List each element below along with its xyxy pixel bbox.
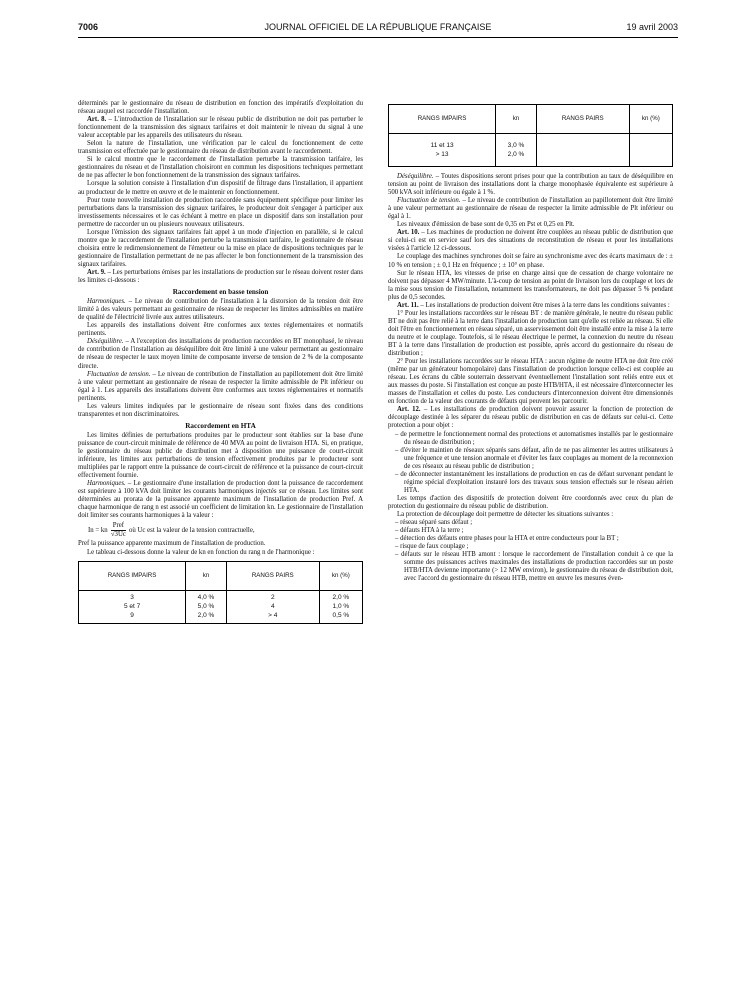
paragraph: 1° Pour les installations raccordées sur le réseau BT : de manière générale, le neutre du réseau public BT ne doit pas être relié à la terre dans l'installation de production tant qu'elle est reliée au réseau. Si elle doit l'être en fonctionnement en réseau séparé, un asservissement doit être installé entre la mise à la terre du neutre et le couplage. Toutefois, si le réseau électrique le permet, la connexion du neutre du réseau BT à la terre dans l'installation de production est possible, après accord du gestionnaire du réseau de distribution ; [388, 309, 673, 358]
table-cell [536, 134, 629, 167]
detection-situations-list [388, 519, 673, 583]
list-item: – de déconnecter instantanément les installations de production en cas de défaut survenant pendant le régime spécial d'exploitation instauré lors des travaux sous tension effectués sur le réseau aérien HTA. [404, 471, 673, 495]
column-header: RANGS IMPAIRS [389, 105, 496, 134]
article-11: Art. 11. – Les installations de production doivent être mises à la terre dans les conditions suivantes : [397, 301, 670, 309]
paragraph: Les appareils des installations doivent être conformes aux textes réglementaires et normatifs pertinents. [78, 322, 363, 338]
paragraph: Pour toute nouvelle installation de production raccordée sans équipement spécifique pour limiter les perturbations dans la transmission des signaux tarifaires, le producteur doit s'engager à participer aux investissements nécessaires et le cas échéant à mettre en place un dispositif dans son installation pour permettre de raccorder un ou plusieurs nouveaux utilisateurs. [78, 196, 363, 228]
article-label: Art. 12. [397, 406, 421, 414]
desequilibre-hta: Déséquilibre. – Toutes dispositions seront prises pour que la contribution au taux de déséquilibre en tension au point de livraison des installations dont la charge monophasée équivalente est supérieure à 500 kVA soit inférieure ou égale à 1 %. [388, 173, 673, 197]
desequilibre-bt: Déséquilibre. – A l'exception des installations de production raccordées en BT monophasé, le niveau de contribution de l'installation au déséquilibre doit être limité à une valeur permettant au gestionnaire de réseau de respecter le taux moyen limite de composante inverse de tension de 2 % de la composante directe. [78, 338, 363, 370]
article-label: Art. 9. [87, 268, 106, 276]
table-cell: 2,0 % 1,0 % 0,5 % [319, 590, 362, 623]
table-cell: 4,0 % 5,0 % 2,0 % [186, 590, 227, 623]
article-label: Art. 8. [87, 116, 107, 124]
column-header: kn (%) [629, 105, 672, 134]
paragraph: 2° Pour les installations raccordées sur le réseau HTA : aucun régime de neutre HTA ne doit être créé (même par un générateur homopolaire) dans l'installation de production lorsque celle-ci est couplée au réseau. Les écrans du câble souterrain desservant éventuellement l'installation sont reliés entre eux et aux masses du poste. Si l'installation est conçue au poste HTB/HTA, il est nécessaire d'interconnecter les masses de l'installation et celles du poste. Les conducteurs d'interconnexion doivent être dimensionnés en fonction de la valeur des courants de défauts qui peuvent les parcourir. [388, 358, 673, 406]
paragraph: déterminés par le gestionnaire du réseau de distribution en fonction des impératifs d'exploitation du réseau auquel est raccordée l'installation. [78, 100, 363, 116]
formula-lhs: In = kn [88, 526, 108, 534]
list-item: – détection des défauts entre phases pour la HTA et entre conducteurs pour la BT ; [404, 535, 673, 543]
journal-title: JOURNAL OFFICIEL DE LA RÉPUBLIQUE FRANÇAISE [264, 22, 492, 32]
article-10: Art. 10. – Les machines de production ne doivent être couplées au réseau public de distribution que si celui-ci est en service sauf lors des situations de reconstitution de réseau et pour les installations visées à l'article 12 ci-dessous. [388, 229, 673, 253]
column-header: RANGS PAIRS [536, 105, 629, 134]
list-item: – risque de faux couplage ; [404, 543, 673, 551]
paragraph: Sur le réseau HTA, les vitesses de prise en charge ainsi que de cessation de charge volontaire ne doivent pas dépasser 4 MW/minute. L'à-coup de tension au point de livraison lors du couplage et lors de la mise sous tension de l'installation, notamment les transformateurs, ne doit pas dépasser 5 % pendant plus de 0,5 secondes. [388, 269, 673, 301]
table-cell: 2 4 > 4 [226, 590, 319, 623]
table-cell: 3,0 % 2,0 % [496, 134, 537, 167]
fluctuation-hta: Fluctuation de tension. – Le niveau de contribution de l'installation au papillotement doit être limité à une valeur permettant au gestionnaire de réseau de respecter la limite admissible de Plt inférieur ou égal à 1. [388, 197, 673, 221]
formula-rhs: où Uc est la valeur de la tension contractuelle, [129, 526, 255, 534]
list-item: – défauts sur le réseau HTB amont : lorsque le raccordement de l'installation conduit à ce que la somme des puissances actives maximales des installations de production raccordées sur un poste HTB/HTA devienne importante (> 12 MW environ), le gestionnaire du réseau de distribution doit, avec l'accord du gestionnaire du réseau HTB, mettre en œuvre les mesures éven- [404, 551, 673, 583]
fluctuation-bt: Fluctuation de tension. – Le niveau de contribution de l'installation au papillotement doit être limité à une valeur permettant au gestionnaire de réseau de respecter la limite admissible de Plt inférieur ou égal à 1. Les appareils des installations doivent être conformes aux textes réglementaires et normatifs pertinents. [78, 370, 363, 402]
column-header: RANGS IMPAIRS [79, 561, 186, 590]
paragraph: La protection de découplage doit permettre de détecter les situations suivantes : [397, 510, 614, 518]
paragraph: Lorsque la solution consiste à l'installation d'un dispositif de filtrage dans l'installation, il appartient au producteur de le mettre en œuvre et de le maintenir en fonctionnement. [78, 180, 363, 196]
protection-objectives-list [388, 431, 673, 495]
list-item: – défauts HTA à la terre ; [404, 527, 673, 535]
table-cell [629, 134, 672, 167]
paragraph: Les limites définies de perturbations produites par le producteur sont établies sur la base d'une puissance de court-circuit minimale de référence de 40 MVA au point de livraison HTA. Si, en pratique, le gestionnaire du réseau public de distribution met à disposition une puissance de court-circuit inférieure, les limites aux perturbations de tension effectivement produites par le producteur sont multipliées par le rapport entre la puissance de court-circuit de référence et la puissance de court-circuit effectivement fournie. [78, 431, 363, 480]
table-cell: 3 5 et 7 9 [79, 590, 186, 623]
paragraph: Le tableau ci-dessous donne la valeur de kn en fonction du rang n de l'harmonique : [87, 548, 315, 556]
paragraph: Selon la nature de l'installation, une vérification par le calcul du fonctionnement de cette transmission est effectuée par le gestionnaire du réseau de distribution avant le raccordement. [78, 140, 363, 156]
paragraph: Les temps d'action des dispositifs de protection doivent être coordonnés avec ceux du plan de protection du gestionnaire du réseau public de distribution. [388, 494, 673, 510]
section-heading-bt: Raccordement en basse tension [172, 288, 269, 297]
paragraph: Si le calcul montre que le raccordement de l'installation perturbe la transmission tarifaire, les gestionnaires du réseau et de l'installation choisiront en commun les dispositions techniques permettant de ne pas affecter le bon fonctionnement de la transmission des signaux tarifaires. [78, 156, 363, 180]
table-cell: 11 et 13 > 13 [389, 134, 496, 167]
section-heading-hta: Raccordement en HTA [185, 421, 256, 430]
article-label: Art. 10. [397, 229, 420, 237]
table-row [389, 134, 673, 167]
formula-numerator: Pref [111, 522, 126, 531]
column-header: kn [186, 561, 227, 590]
harmoniques-hta: Harmoniques. – Le gestionnaire d'une installation de production dont la puissance de raccordement est supérieure à 100 kVA doit limiter les courants harmoniques injectés sur ce réseau. Les limites sont déterminées au prorata de la puissance apparente maximum de l'installation de production Pref. A chaque harmonique de rang n est associé un coefficient de limitation kn. Le gestionnaire de l'installation doit limiter ses courants harmoniques à la valeur : [78, 480, 363, 520]
paragraph: Pref la puissance apparente maximum de l'installation de production. [78, 540, 266, 548]
page-header [78, 22, 678, 36]
list-item: – d'éviter le maintien de réseaux séparés sans défaut, afin de ne pas alimenter les autres utilisateurs à une fréquence et une tension anormale et d'éviter les faux couplages au moment de la reconnexion de ces réseaux au réseau public de distribution ; [404, 447, 673, 471]
article-9: Art. 9. – Les perturbations émises par les installations de production sur le réseau doivent rester dans les limites ci-dessous : [78, 268, 364, 285]
list-item: – réseau séparé sans défaut ; [404, 519, 673, 527]
formula-fraction [111, 522, 126, 539]
harmonic-current-formula [88, 522, 363, 539]
column-header: kn [496, 105, 537, 134]
paragraph: Les valeurs limites indiquées par le gestionnaire de réseau sont fixées dans des conditions transparentes et non discriminatoires. [78, 402, 363, 418]
paragraph: Lorsque l'émission des signaux tarifaires fait appel à un mode d'injection en parallèle, si le calcul montre que le raccordement de l'installation perturbe la transmission tarifaire, le gestionnaire de réseau choisira entre le redimensionnement de l'émetteur ou la mise en place de dispositions techniques par le gestionnaire de l'installation permettant de ne pas affecter le bon fonctionnement de la transmission des signaux tarifaires. [78, 228, 363, 268]
formula-denominator: √3Uc [110, 531, 126, 539]
list-item: – de permettre le fonctionnement normal des protections et automatismes installés par le gestionnaire du réseau de distribution ; [404, 431, 673, 447]
paragraph: Le couplage des machines synchrones doit se faire au synchronisme avec des écarts maximaux de : ± 10 % en tension ; ± 0,1 Hz en fréquence ; ± 10° en phase. [388, 253, 673, 269]
column-header: RANGS PAIRS [226, 561, 319, 590]
article-12: Art. 12. – Les installations de production doivent pouvoir assurer la fonction de protection de découplage destinée à les séparer du réseau public de distribution en cas de défauts sur celui-ci. Cette protection a pour objet : [388, 406, 673, 430]
page-number: 7006 [78, 22, 99, 32]
table-row [79, 590, 363, 623]
column-header: kn (%) [319, 561, 362, 590]
harmoniques-bt: Harmoniques. – Le niveau de contribution de l'installation à la distorsion de la tension doit être limité à des valeurs permettant au gestionnaire de réseau de respecter les limites admissibles en matière de qualité de l'électricité livrée aux autres utilisateurs. [78, 298, 363, 322]
harmonic-limits-table [78, 561, 363, 624]
article-8: Art. 8. – L'introduction de l'installation sur le réseau public de distribution ne doit pas perturber le fonctionnement de la transmission des signaux tarifaires et doit maintenir le niveau du signal à une valeur acceptable par les appareils des utilisateurs du réseau. [78, 116, 363, 140]
issue-date: 19 avril 2003 [626, 22, 678, 32]
left-column [78, 100, 363, 624]
harmonic-limits-table-continued [388, 104, 673, 167]
article-label: Art. 11. [397, 301, 419, 309]
header-rule [78, 37, 678, 38]
paragraph: Les niveaux d'émission de base sont de 0,35 en Pst et 0,25 en Plt. [397, 221, 575, 229]
right-column [388, 104, 673, 583]
